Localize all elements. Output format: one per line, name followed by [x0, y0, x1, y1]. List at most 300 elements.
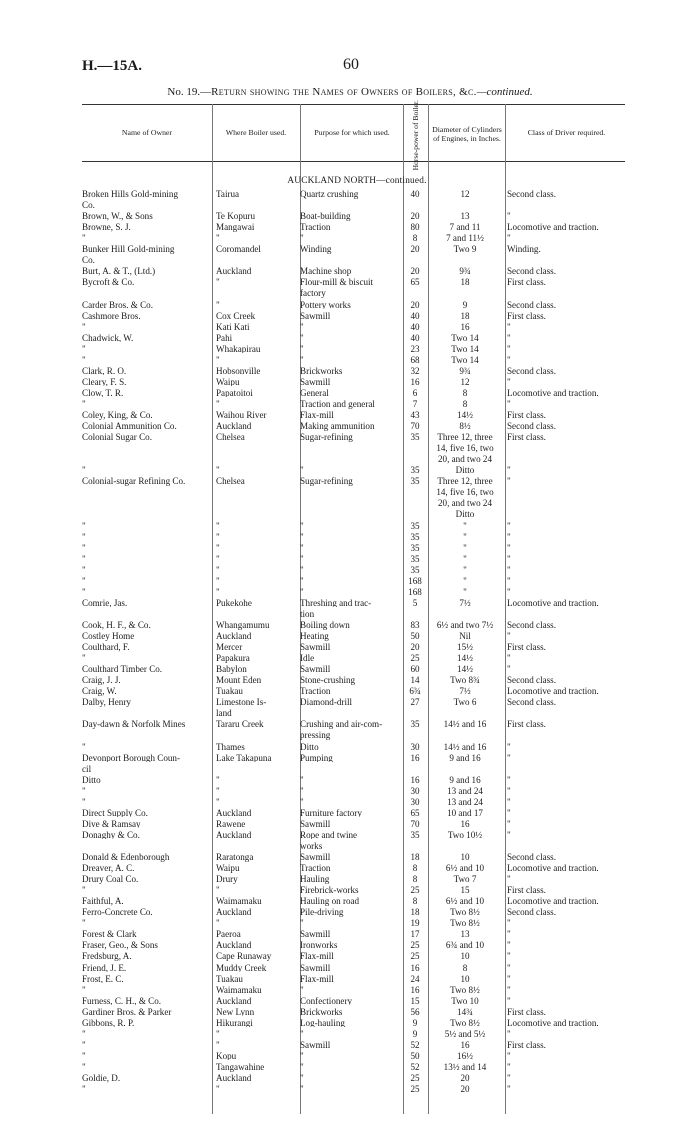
owner-cell: Burt, A. & T., (Ltd.): [82, 267, 156, 276]
owner-cell: Fredsburg, A.: [82, 952, 132, 962]
owner-cell: Cook, H. F., & Co.: [82, 620, 151, 630]
driver-class-cell: Second class.: [507, 908, 556, 917]
owner-cell: Colonial-sugar Refining Co.: [82, 477, 186, 486]
horse-power-cell: 19: [410, 919, 420, 928]
owner-cell: ": [82, 554, 86, 564]
owner-cell: ": [82, 742, 86, 752]
purpose-cell: Heating: [300, 632, 329, 641]
diameter-cell: 9¾: [459, 366, 471, 376]
owner-cell: Dreaver, A. C.: [82, 864, 135, 873]
purpose-cell: ": [300, 919, 304, 928]
purpose-cell: General: [300, 388, 329, 398]
horse-power-cell: 43: [410, 411, 420, 420]
purpose-cell: Furniture factory: [300, 808, 362, 818]
where-cell: ": [216, 797, 220, 807]
driver-class-cell: First class.: [507, 278, 546, 287]
horse-power-cell: 8: [412, 234, 418, 243]
horse-power-cell: 16: [410, 753, 420, 763]
where-cell: Babylon: [216, 665, 247, 674]
owner-cell: cil: [82, 764, 92, 774]
horse-power-cell: 25: [410, 886, 420, 895]
diameter-cell: 7 and 11: [449, 223, 481, 232]
horse-power-cell: 32: [410, 366, 420, 376]
purpose-cell: tion: [300, 609, 315, 619]
owner-cell: ": [82, 344, 86, 354]
diameter-cell: 7½: [459, 687, 471, 696]
horse-power-cell: 24: [410, 974, 420, 984]
where-cell: Auckland: [216, 267, 252, 276]
where-cell: Auckland: [216, 422, 252, 431]
driver-class-cell: Second class.: [507, 190, 556, 199]
driver-class-cell: ": [507, 1029, 511, 1039]
horse-power-cell: 30: [410, 742, 420, 752]
owner-cell: Comrie, Jas.: [82, 598, 128, 608]
horse-power-cell: 15: [410, 996, 420, 1006]
purpose-cell: Ironworks: [300, 941, 338, 950]
driver-class-cell: Locomotive and traction.: [507, 388, 599, 398]
purpose-cell: ": [300, 234, 304, 243]
horse-power-cell: 9: [412, 1029, 418, 1039]
purpose-cell: Sawmill: [300, 819, 331, 829]
driver-class-cell: ": [507, 952, 511, 962]
driver-class-cell: Second class.: [507, 300, 556, 310]
where-cell: Rawene: [216, 819, 246, 829]
driver-class-cell: ": [507, 1051, 511, 1061]
purpose-cell: Boiling down: [300, 620, 350, 630]
diameter-cell: 13 and 24: [447, 786, 483, 796]
owner-cell: Coulthard, F.: [82, 643, 130, 652]
owner-cell: ": [82, 786, 86, 796]
owner-cell: Ditto: [82, 775, 101, 785]
owner-cell: ": [82, 576, 86, 586]
where-cell: Tuakau: [216, 687, 243, 696]
diameter-cell: 14½ and 16: [443, 720, 487, 729]
purpose-cell: ": [300, 576, 304, 586]
table-title: [0, 86, 700, 98]
horse-power-cell: 35: [410, 466, 420, 475]
purpose-cell: Stone-crushing: [300, 676, 356, 685]
diameter-cell: ": [463, 543, 467, 553]
diameter-cell: ": [463, 587, 467, 597]
owner-cell: Fraser, Geo., & Sons: [82, 941, 158, 950]
horse-power-cell: 16: [410, 377, 420, 387]
horse-power-cell: 9: [412, 1018, 418, 1028]
driver-class-cell: First class.: [507, 720, 546, 729]
driver-class-cell: ": [507, 344, 511, 354]
driver-class-cell: Second class.: [507, 422, 556, 431]
owner-cell: ": [82, 797, 86, 807]
column-header-diameter: Diameter of Cylinders of Engines, in Inches.: [432, 125, 502, 143]
horse-power-cell: 60: [410, 665, 420, 674]
driver-class-cell: ": [507, 996, 511, 1006]
horse-power-cell: 8: [412, 864, 418, 873]
horse-power-cell: 20: [410, 245, 420, 254]
purpose-cell: ": [300, 1062, 304, 1072]
where-cell: Whakapirau: [216, 344, 261, 354]
purpose-cell: Log-hauling: [300, 1018, 345, 1028]
horse-power-cell: 20: [410, 643, 420, 652]
diameter-cell: ": [463, 576, 467, 586]
owner-cell: Carder Bros. & Co.: [82, 300, 153, 310]
diameter-cell: 14½ and 16: [443, 742, 487, 752]
purpose-cell: Sawmill: [300, 1040, 331, 1050]
column-header-where: Where Boiler used.: [225, 128, 287, 137]
where-cell: New Lynn: [216, 1007, 255, 1017]
diameter-cell: 8½: [459, 422, 471, 431]
owner-cell: ": [82, 543, 86, 553]
driver-class-cell: ": [507, 875, 511, 884]
where-cell: Limestone Is-: [216, 698, 267, 707]
driver-class-cell: ": [507, 753, 511, 763]
purpose-cell: Pottery works: [300, 300, 351, 310]
diameter-cell: Two 9: [453, 245, 477, 254]
page-number: 60: [343, 56, 359, 73]
purpose-cell: ": [300, 554, 304, 564]
owner-cell: Gibbons, R. P.: [82, 1018, 135, 1028]
diameter-cell: Two 8¾: [450, 676, 480, 685]
diameter-cell: 13: [460, 930, 470, 939]
purpose-cell: Sawmill: [300, 643, 331, 652]
purpose-cell: ": [300, 521, 304, 531]
purpose-cell: Boat-building: [300, 212, 351, 221]
diameter-cell: 8: [462, 399, 468, 409]
diameter-cell: 13½ and 14: [443, 1062, 487, 1072]
diameter-cell: Two 8½: [450, 908, 480, 917]
driver-class-cell: Locomotive and traction.: [507, 223, 599, 232]
diameter-cell: Three 12, three: [437, 433, 493, 442]
owner-cell: ": [82, 521, 86, 531]
driver-class-cell: ": [507, 974, 511, 984]
purpose-cell: Sawmill: [300, 377, 331, 387]
purpose-cell: Brickworks: [300, 1007, 343, 1017]
driver-class-cell: ": [507, 797, 511, 807]
where-cell: Thames: [216, 742, 245, 752]
driver-class-cell: ": [507, 322, 511, 332]
diameter-cell: 16: [460, 819, 470, 829]
driver-class-cell: ": [507, 1085, 511, 1094]
header-bottom-rule: [82, 161, 625, 162]
purpose-cell: ": [300, 1051, 304, 1061]
diameter-cell: 9 and 16: [449, 775, 481, 785]
where-cell: Chelsea: [216, 433, 245, 442]
driver-class-cell: ": [507, 808, 511, 818]
purpose-cell: Making ammunition: [300, 422, 375, 431]
horse-power-cell: 168: [408, 587, 422, 597]
diameter-cell: 9¾: [459, 267, 471, 276]
owner-cell: ": [82, 1085, 86, 1094]
horse-power-cell: 80: [410, 223, 420, 232]
column-header-driver: Class of Driver required.: [527, 128, 606, 137]
owner-cell: Cashmore Bros.: [82, 311, 141, 321]
title-suffix: —continued.: [476, 86, 533, 98]
purpose-cell: Confectionery: [300, 996, 353, 1006]
purpose-cell: ": [300, 543, 304, 553]
diameter-cell: 12: [460, 377, 470, 387]
purpose-cell: Flax-mill: [300, 952, 334, 962]
driver-class-cell: Locomotive and traction.: [507, 1018, 599, 1028]
owner-cell: ": [82, 1040, 86, 1050]
purpose-cell: ": [300, 587, 304, 597]
driver-class-cell: First class.: [507, 411, 546, 420]
title-prefix: No. 19.—: [167, 86, 212, 98]
diameter-cell: 18: [460, 311, 470, 321]
driver-class-cell: First class.: [507, 311, 546, 321]
where-cell: Whangamumu: [216, 620, 270, 630]
horse-power-cell: 35: [410, 830, 420, 840]
driver-class-cell: ": [507, 665, 511, 674]
diameter-cell: 18: [460, 278, 470, 287]
driver-class-cell: First class.: [507, 643, 546, 652]
horse-power-cell: 35: [410, 532, 420, 542]
where-cell: Te Kopuru: [216, 212, 256, 221]
purpose-cell: Hauling on road: [300, 897, 360, 906]
horse-power-cell: 50: [410, 632, 420, 641]
where-cell: Papakura: [216, 654, 250, 663]
purpose-cell: Sugar-refining: [300, 433, 353, 442]
horse-power-cell: 83: [410, 620, 420, 630]
purpose-cell: works: [300, 841, 323, 851]
diameter-cell: 10: [460, 853, 470, 862]
column-header-purpose: Purpose for which used.: [314, 128, 390, 137]
owner-cell: ": [82, 1062, 86, 1072]
purpose-cell: ": [300, 775, 304, 785]
where-cell: ": [216, 786, 220, 796]
owner-cell: Faithful, A.: [82, 897, 124, 906]
driver-class-cell: First class.: [507, 433, 546, 442]
diameter-cell: 14, five 16, two: [436, 488, 494, 497]
diameter-cell: 20: [460, 1074, 470, 1083]
owner-cell: Clow, T. R.: [82, 388, 124, 398]
where-cell: Cox Creek: [216, 311, 256, 321]
driver-class-cell: Second class.: [507, 366, 556, 376]
horse-power-cell: 8: [412, 875, 418, 884]
purpose-cell: ": [300, 1074, 304, 1083]
owner-cell: ": [82, 654, 86, 663]
driver-class-cell: ": [507, 212, 511, 221]
purpose-cell: Threshing and trac-: [300, 598, 372, 608]
where-cell: ": [216, 1085, 220, 1094]
horse-power-cell: 35: [410, 433, 420, 442]
diameter-cell: Two 10: [451, 996, 479, 1006]
horse-power-cell: 16: [410, 963, 420, 973]
diameter-cell: 20: [460, 1085, 470, 1094]
diameter-cell: 7 and 11½: [446, 234, 484, 243]
purpose-cell: ": [300, 322, 304, 332]
purpose-cell: Sawmill: [300, 311, 331, 321]
diameter-cell: ": [463, 521, 467, 531]
where-cell: land: [216, 709, 232, 718]
driver-class-cell: Locomotive and traction.: [507, 864, 599, 873]
owner-cell: Donald & Edenborough: [82, 853, 170, 862]
purpose-cell: ": [300, 355, 304, 365]
where-cell: ": [216, 576, 220, 586]
diameter-cell: 5½ and 5½: [444, 1029, 486, 1039]
column-divider: [428, 104, 429, 1114]
owner-cell: ": [82, 1029, 86, 1039]
driver-class-cell: ": [507, 466, 511, 475]
horse-power-cell: 8: [412, 897, 418, 906]
horse-power-cell: 35: [410, 554, 420, 564]
diameter-cell: 8: [462, 963, 468, 973]
where-cell: Papatoitoi: [216, 388, 253, 398]
horse-power-cell: 16: [410, 985, 420, 995]
diameter-cell: 13: [460, 212, 470, 221]
diameter-cell: Three 12, three: [437, 477, 493, 486]
where-cell: Chelsea: [216, 477, 245, 486]
purpose-cell: ": [300, 1085, 304, 1094]
owner-cell: Co.: [82, 256, 95, 265]
driver-class-cell: ": [507, 963, 511, 973]
owner-cell: Coley, King, & Co.: [82, 411, 153, 420]
purpose-cell: ": [300, 797, 304, 807]
where-cell: Waimamaku: [216, 897, 262, 906]
purpose-cell: Machine shop: [300, 267, 352, 276]
driver-class-cell: ": [507, 399, 511, 409]
owner-cell: Forest & Clark: [82, 930, 137, 939]
diameter-cell: Two 8½: [450, 985, 480, 995]
owner-cell: ": [82, 565, 86, 575]
owner-cell: Ferro-Concrete Co.: [82, 908, 153, 917]
where-cell: Waipu: [216, 377, 240, 387]
purpose-cell: Sawmill: [300, 930, 331, 939]
purpose-cell: Sugar-refining: [300, 477, 353, 486]
horse-power-cell: 35: [410, 543, 420, 553]
driver-class-cell: Second class.: [507, 676, 556, 685]
horse-power-cell: 65: [410, 808, 420, 818]
owner-cell: Broken Hills Gold-mining: [82, 190, 178, 199]
horse-power-cell: 40: [410, 333, 420, 343]
column-header-owner: Name of Owner: [121, 128, 173, 137]
driver-class-cell: First class.: [507, 1040, 546, 1050]
horse-power-cell: 68: [410, 355, 420, 365]
purpose-cell: Flax-mill: [300, 411, 334, 420]
owner-cell: Drury Coal Co.: [82, 875, 139, 884]
horse-power-cell: 40: [410, 322, 420, 332]
purpose-cell: ": [300, 565, 304, 575]
purpose-cell: Traction and general: [300, 399, 375, 409]
diameter-cell: 16: [460, 1040, 470, 1050]
owner-cell: Friend, J. E.: [82, 963, 127, 973]
where-cell: Auckland: [216, 1074, 252, 1083]
purpose-cell: ": [300, 344, 304, 354]
diameter-cell: Two 14: [451, 344, 479, 354]
horse-power-cell: 35: [410, 477, 420, 486]
driver-class-cell: First class.: [507, 1007, 546, 1017]
horse-power-cell: 17: [410, 930, 420, 939]
horse-power-cell: 5: [412, 598, 418, 608]
owner-cell: Cleary, F. S.: [82, 377, 127, 387]
where-cell: ": [216, 521, 220, 531]
where-cell: Auckland: [216, 996, 252, 1006]
owner-cell: Bycroft & Co.: [82, 278, 135, 287]
driver-class-cell: ": [507, 554, 511, 564]
driver-class-cell: ": [507, 786, 511, 796]
driver-class-cell: ": [507, 985, 511, 995]
where-cell: ": [216, 278, 220, 287]
horse-power-cell: 40: [410, 311, 420, 321]
owner-cell: ": [82, 322, 86, 332]
where-cell: Auckland: [216, 941, 252, 950]
owner-cell: Clark, R. O.: [82, 366, 127, 376]
purpose-cell: Diamond-drill: [300, 698, 353, 707]
purpose-cell: Sawmill: [300, 963, 331, 973]
diameter-cell: ": [463, 565, 467, 575]
owner-cell: ": [82, 355, 86, 365]
diameter-cell: 15½: [457, 643, 473, 652]
where-cell: Coromandel: [216, 245, 261, 254]
driver-class-cell: Second class.: [507, 853, 556, 862]
driver-class-cell: ": [507, 565, 511, 575]
where-cell: Mercer: [216, 643, 243, 652]
diameter-cell: 20, and two 24: [437, 455, 493, 464]
where-cell: Drury: [216, 875, 238, 884]
driver-class-cell: ": [507, 576, 511, 586]
owner-cell: Colonial Ammunition Co.: [82, 422, 177, 431]
owner-cell: Dalby, Henry: [82, 698, 131, 707]
diameter-cell: 6½ and 10: [445, 864, 485, 873]
owner-cell: Costley Home: [82, 632, 135, 641]
diameter-cell: 14¾: [457, 1007, 473, 1017]
owner-cell: ": [82, 985, 86, 995]
horse-power-cell: 18: [410, 908, 420, 917]
owner-cell: ": [82, 234, 86, 243]
diameter-cell: Nil: [459, 632, 471, 641]
purpose-cell: Traction: [300, 223, 331, 232]
driver-class-cell: ": [507, 1062, 511, 1072]
owner-cell: Craig, J. J.: [82, 676, 121, 685]
driver-class-cell: ": [507, 587, 511, 597]
owner-cell: Goldie, D.: [82, 1074, 121, 1083]
column-divider: [505, 104, 506, 1114]
driver-class-cell: ": [507, 333, 511, 343]
where-cell: ": [216, 532, 220, 542]
where-cell: Hikurangi: [216, 1018, 253, 1028]
horse-power-cell: 6: [412, 388, 418, 398]
driver-class-cell: ": [507, 234, 511, 243]
driver-class-cell: Second class.: [507, 698, 556, 707]
where-cell: Tuakau: [216, 974, 243, 984]
owner-cell: Furness, C. H., & Co.: [82, 996, 162, 1006]
purpose-cell: pressing: [300, 731, 331, 741]
owner-cell: ": [82, 532, 86, 542]
purpose-cell: Pumping: [300, 753, 333, 763]
purpose-cell: ": [300, 466, 304, 475]
owner-cell: Bunker Hill Gold-mining: [82, 245, 175, 254]
diameter-cell: 10: [460, 974, 470, 984]
diameter-cell: Two 8½: [450, 1018, 480, 1028]
where-cell: ": [216, 234, 220, 243]
horse-power-cell: 14: [410, 676, 420, 685]
owner-cell: ": [82, 399, 86, 409]
owner-cell: Frost, E. C.: [82, 974, 124, 984]
diameter-cell: ": [463, 554, 467, 564]
where-cell: Waimamaku: [216, 985, 262, 995]
where-cell: ": [216, 399, 220, 409]
driver-class-cell: ": [507, 830, 511, 840]
purpose-cell: Sawmill: [300, 853, 331, 862]
owner-cell: Chadwick, W.: [82, 333, 134, 343]
purpose-cell: Winding: [300, 245, 332, 254]
horse-power-cell: 35: [410, 720, 420, 729]
horse-power-cell: 20: [410, 300, 420, 310]
where-cell: ": [216, 1029, 220, 1039]
horse-power-cell: 25: [410, 941, 420, 950]
owner-cell: ": [82, 886, 86, 895]
where-cell: Paeroa: [216, 930, 241, 939]
where-cell: Kopu: [216, 1051, 237, 1061]
horse-power-cell: 20: [410, 212, 420, 221]
owner-cell: Craig, W.: [82, 687, 117, 696]
